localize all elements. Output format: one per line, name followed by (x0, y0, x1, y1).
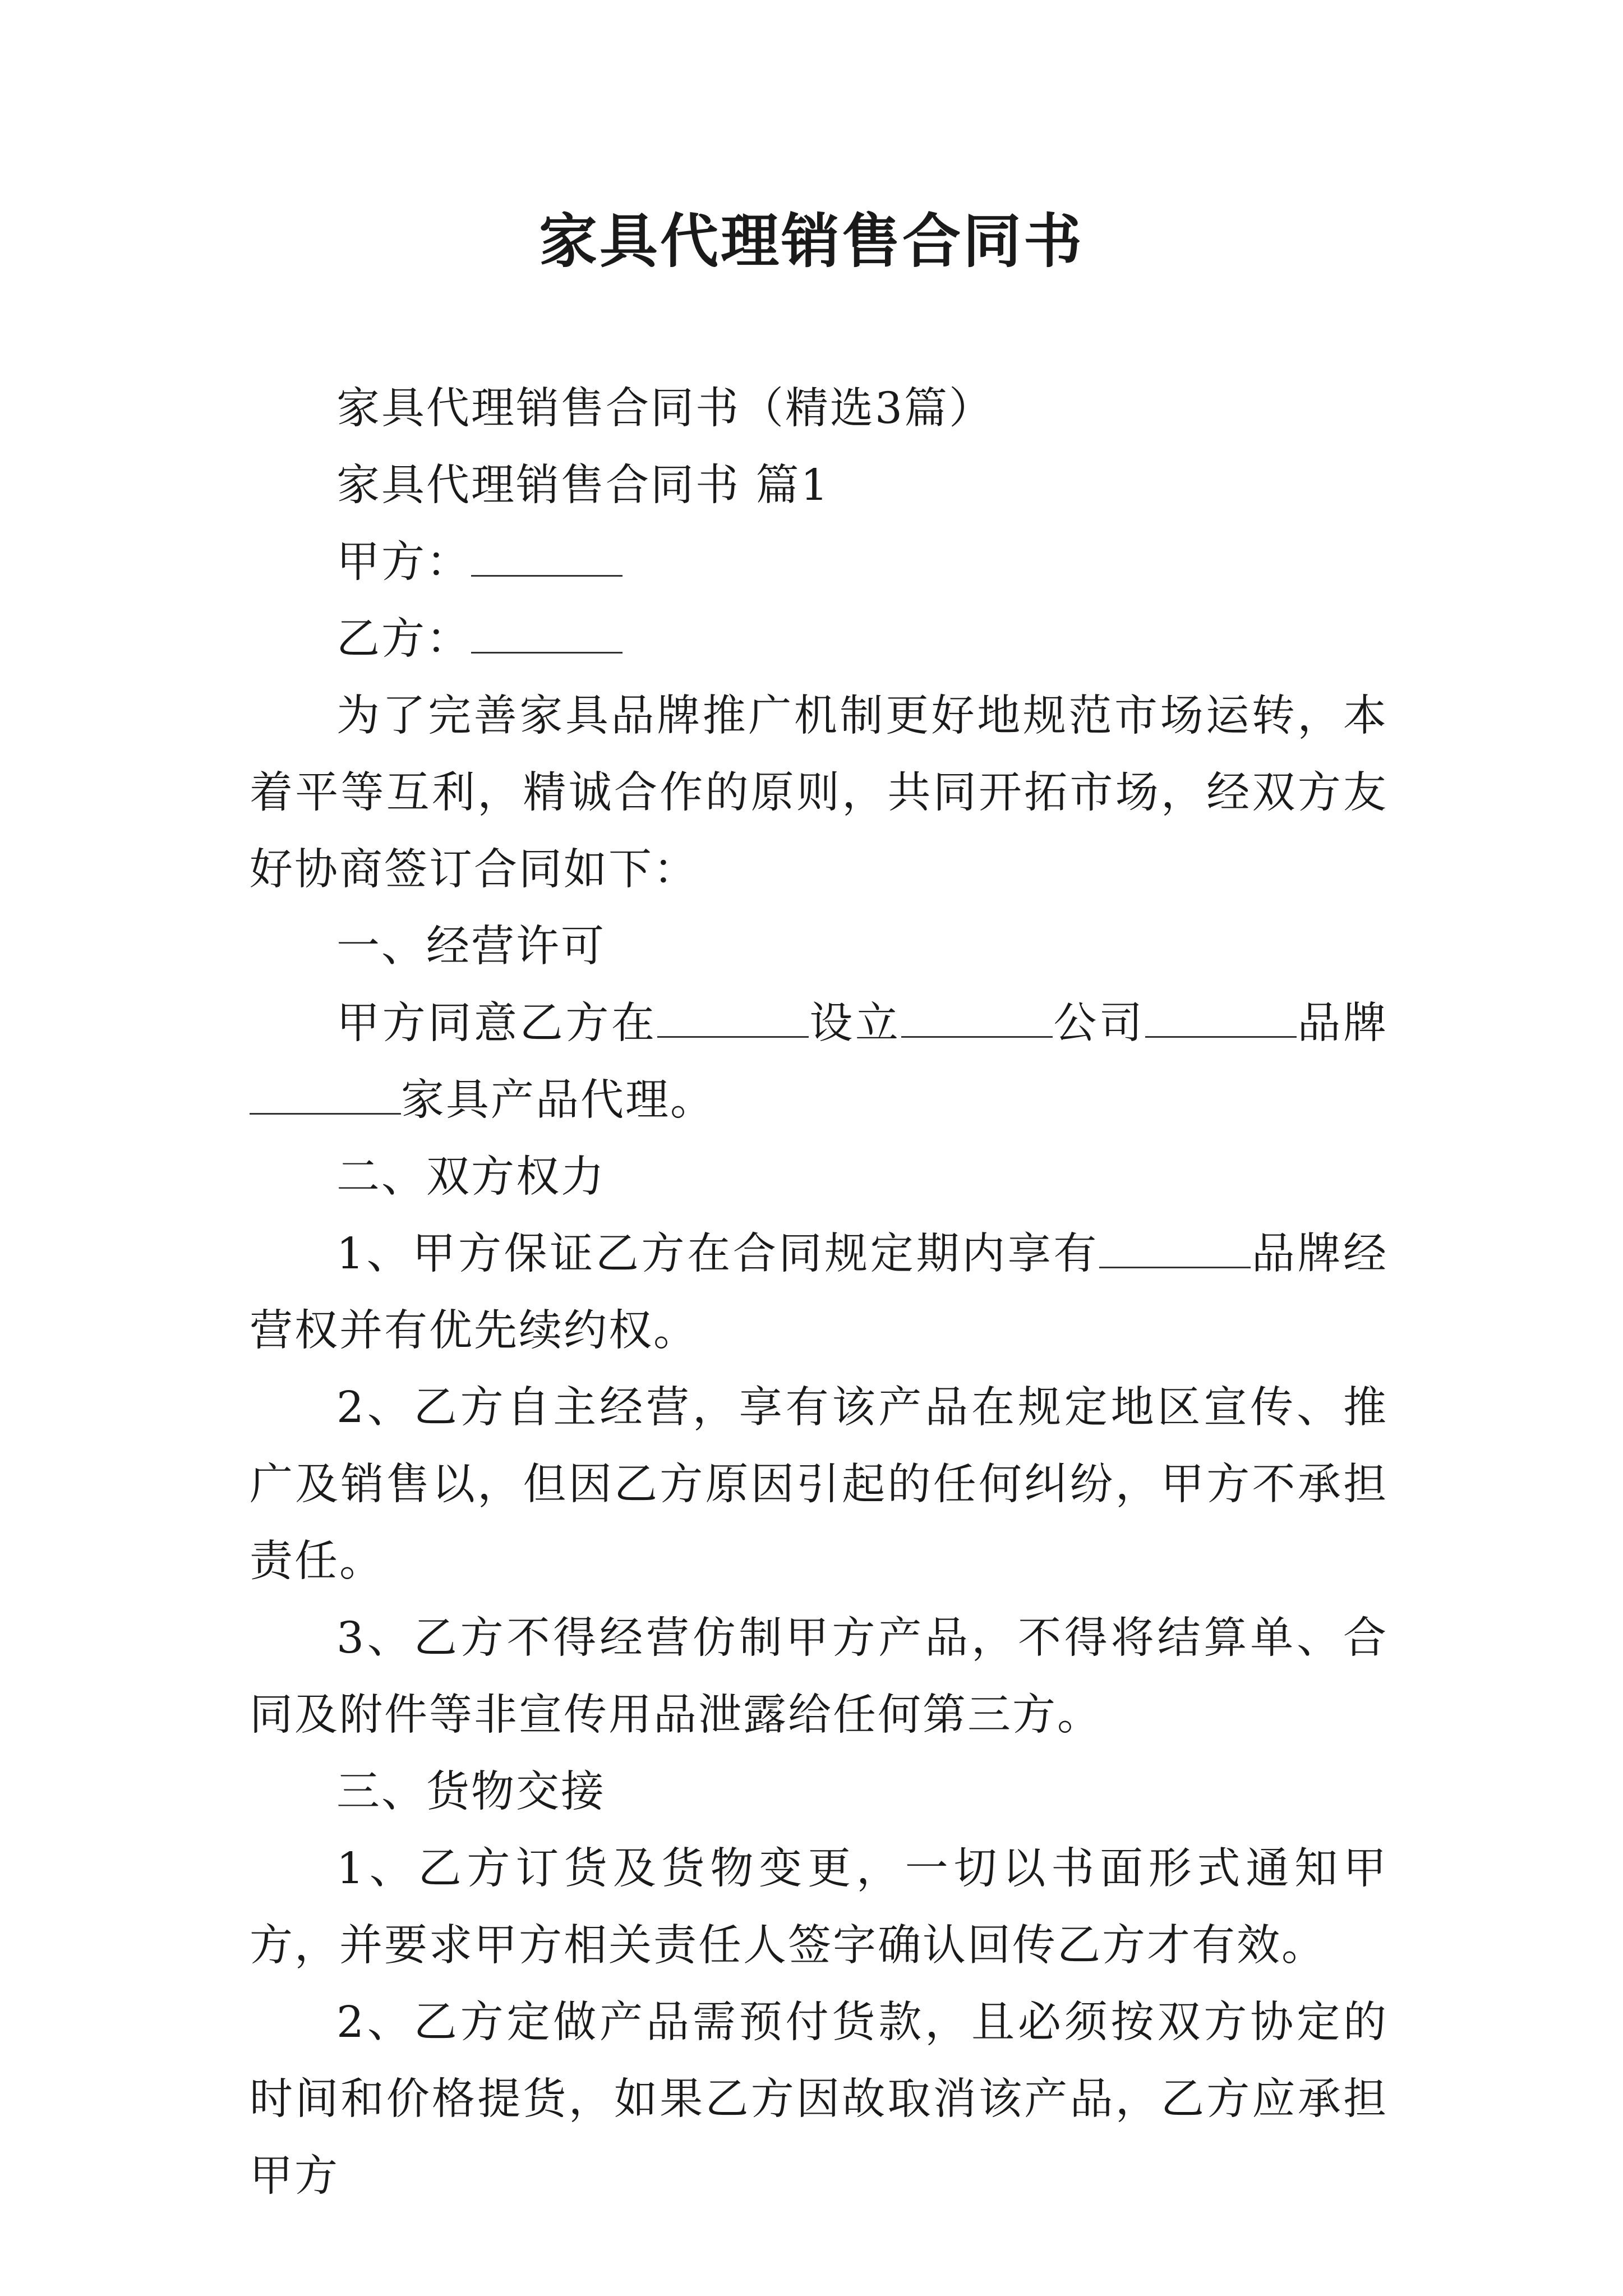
location-blank (657, 999, 809, 1038)
license-text-1: 甲方同意乙方在 (336, 999, 657, 1048)
party-a-label: 甲方： (336, 537, 471, 587)
rights-clause-1-tail: 品牌经营权并有优先续约权。 (250, 1229, 1388, 1356)
license-text-2: 设立 (808, 999, 901, 1048)
heading-rights: 二、双方权力 (336, 1152, 606, 1202)
preamble-paragraph: 为了完善家具品牌推广机制更好地规范市场运转，本着平等互利，精诚合作的原则，共同开拓市场，经双方友好协商签订合同如下： (250, 691, 1388, 895)
delivery-clause-2: 2、乙方定做产品需预付货款，且必须按双方协定的时间和价格提货，如果乙方因故取消该产品，乙方应承担甲方 (250, 1998, 1388, 2201)
license-text-4: 品牌 (1296, 999, 1389, 1048)
rights-clause-3: 3、乙方不得经营仿制甲方产品，不得将结算单、合同及附件等非宣传用品泄露给任何第三方。 (250, 1613, 1388, 1740)
rights-clause-1 (250, 1216, 1388, 1369)
license-text-5: 家具产品代理。 (401, 1075, 715, 1125)
establish-blank (901, 999, 1053, 1038)
document-body (250, 370, 1388, 2215)
license-text-3: 公司 (1052, 999, 1145, 1048)
company-blank (1145, 999, 1297, 1038)
section-heading-part-1: 家具代理销售合同书 篇1 (336, 461, 830, 510)
party-b-line (250, 601, 1388, 678)
heading-delivery: 三、货物交接 (336, 1767, 606, 1817)
party-a-blank (471, 538, 623, 577)
rights-brand-blank (1099, 1230, 1251, 1268)
document-title: 家具代理销售合同书 (538, 206, 1084, 275)
brand-blank (250, 1076, 401, 1115)
heading-business-license: 一、经营许可 (336, 922, 606, 972)
license-paragraph (250, 985, 1388, 1139)
party-b-blank (471, 615, 623, 654)
delivery-clause-1: 1、乙方订货及货物变更，一切以书面形式通知甲方，并要求甲方相关责任人签字确认回传乙方才有效。 (250, 1844, 1388, 1971)
party-b-label: 乙方： (336, 614, 471, 664)
rights-clause-2: 2、乙方自主经营，享有该产品在规定地区宣传、推广及销售以，但因乙方原因引起的任何纠纷，甲方不承担责任。 (250, 1383, 1388, 1586)
party-a-line (250, 524, 1388, 601)
rights-clause-1-text: 1、甲方保证乙方在合同规定期内享有 (336, 1229, 1100, 1279)
subtitle-selection: 家具代理销售合同书（精选3篇） (336, 384, 994, 434)
